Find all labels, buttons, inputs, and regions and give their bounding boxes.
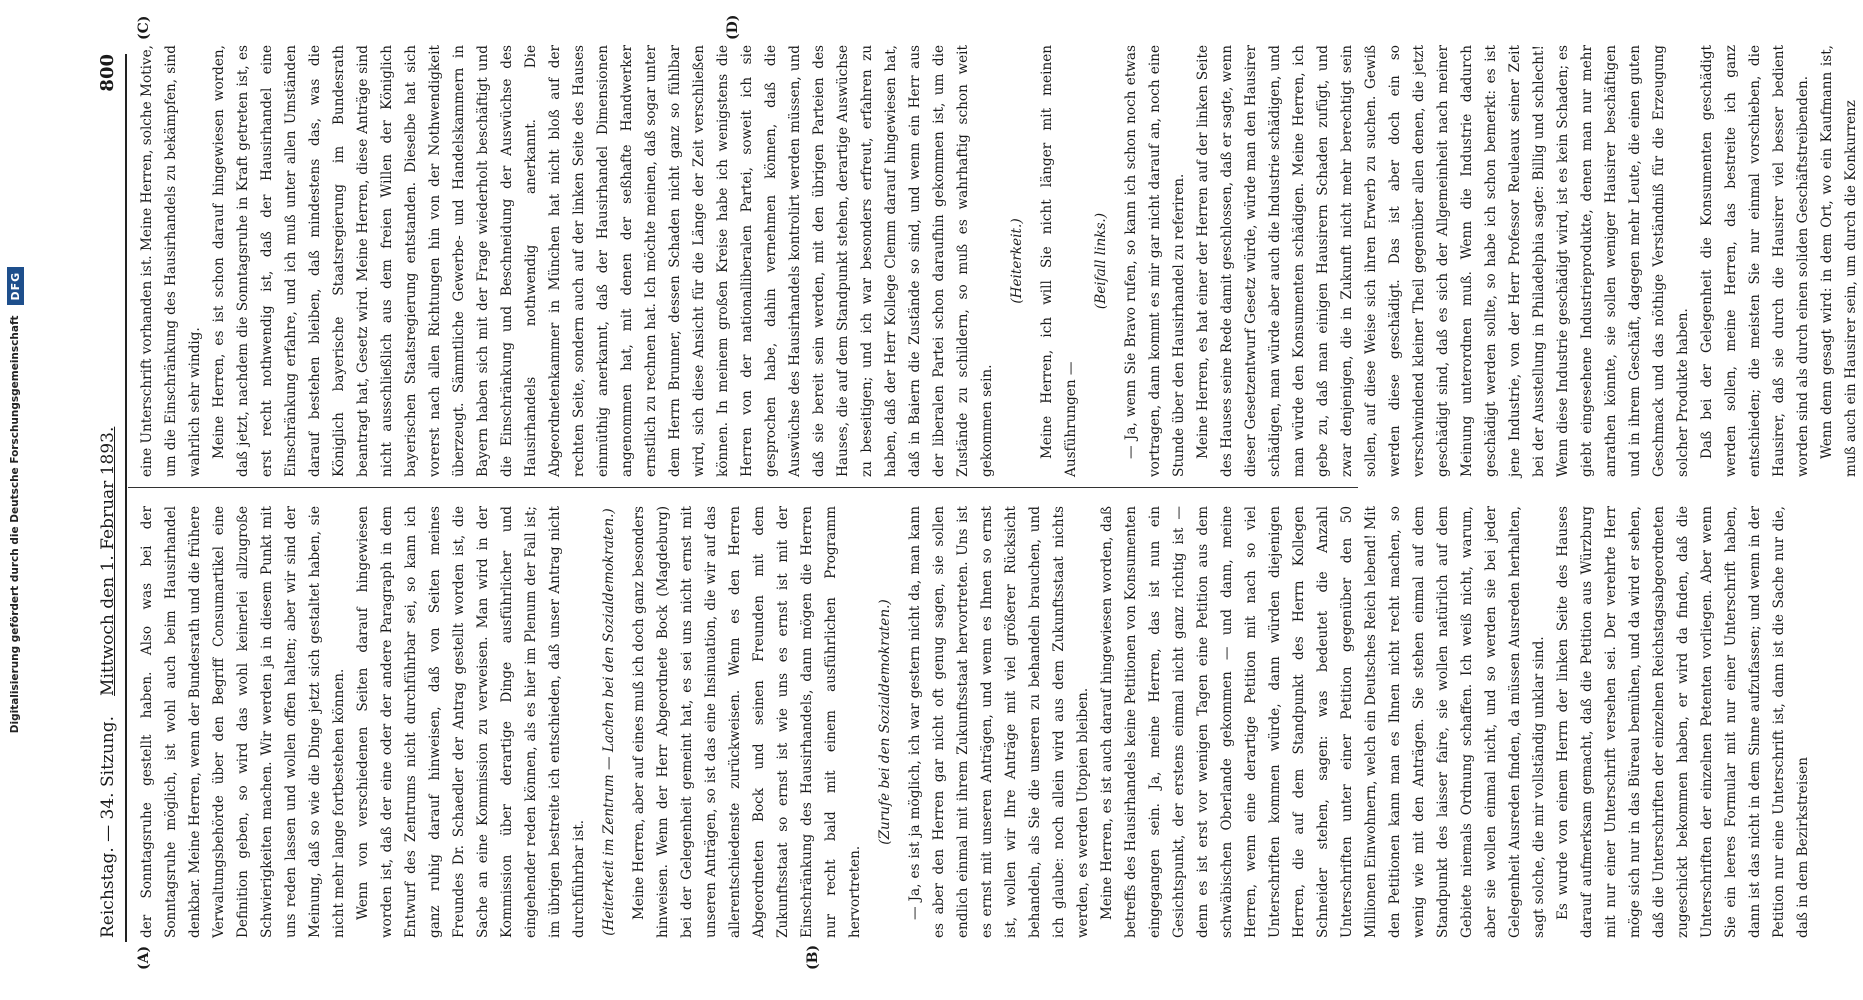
left-interjection-2: (Zurufe bei den Sozialdemokraten.) [877,599,893,845]
margin-mark-d: (D) [725,14,741,40]
left-column [135,506,1811,938]
right-paragraph-7: Wenn denn gesagt wird: in dem Ort, wo ein Kaufmann ist, muß auch ein Hausirer sein, um durch die Konkurrenz [1819,45,1859,477]
left-interjection-1: (Heiterkeit im Zentrum — Lachen bei den Sozialdemokraten.) [601,508,617,936]
header-rule [125,54,127,942]
right-paragraph-2: Meine Herren, es ist schon darauf hingewiesen worden, daß jetzt, nachdem die Sonntagsruhe in Kraft getreten ist, es erst recht nothwendig ist, daß der Hausirhandel eine Einschränkung erfahre, und ich muß unter allen Umständen darauf bestehen bleiben, daß mindestens das, was die Königlich bayerische Staatsregierung im Bundesrath beantragt hat, Gesetz wird. Meine Herren, diese Anträge sind nicht ausschließlich aus dem freien Willen der Königlich bayerischen Staatsregierung entstanden. Dieselbe hat sich vorerst nach allen Richtungen hin von der Nothwendigkeit überzeugt. Sämmtliche Gewerbe- und Handelskammern in Bayern haben sich mit der Frage wiederholt beschäftigt und die Einschränkung und Beschneidung der Auswüchse des Hausirhandels nothwendig anerkannt. Die Abgeordnetenkammer in München hat nicht bloß auf der rechten Seite, sondern auch auf der linken Seite des Hauses einmüthig anerkannt, daß der Hausirhandel Dimensionen angenommen hat, mit denen der seßhafte Handwerker ernstlich zu rechnen hat. Ich möchte meinen, daß sogar unter dem Herrn Brunner, dessen Schaden nicht ganz so fühlbar wird, sich diese Ansicht für die Länge der Zeit verschließen können. In meinem großen Kreise habe ich wenigstens die Herren von der nationalliberalen Partei, soweit ich sie gesprochen habe, dahin vernehmen können, daß die Auswüchse des Hausirhandels kontrolirt werden müssen, und daß sie bereit sein werden, mit den übrigen Parteien des Hauses, die auf dem Standpunkt stehen, derartige Auswüchse zu beseitigen; und ich war besonders erfreut, erfahren zu haben, daß der Herr Kollege Clemm darauf hingewiesen hat, daß in Baiern die Zustände so sind, und wenn ein Herr aus der liberalen Partei schon daraufhin gekommen ist, um die Zustände zu schildern, so muß es wahrhaftig schon weit gekommen sein. [211,45,995,477]
digitization-note [0,0,30,1000]
left-paragraph-3: Meine Herren, aber auf eines muß ich doch ganz besonders hinweisen. Wenn der Herr Abgeordnete Bock (Magdeburg) bei der Gelegenheit gemeint hat, es sei uns nicht ernst mit unseren Anträgen, so ist das eine Insinuation, die wir auf das allerentschiedenste zurückweisen. Wenn es den Herren Abgeordneten Bock und seinen Freunden mit dem Zukunftsstaat so ernst ist wie uns es ernst ist mit der Einschränkung des Hausirhandels, dann mögen die Herren nur recht bald mit einem ausführlichen Programm hervortreten. [631,506,863,938]
header-session: Reichstag. — 34. Sitzung. [98,715,118,938]
digitization-note-text: Digitalisierung gefördert durch die Deutsche Forschungsgemeinschaft [9,315,21,734]
left-paragraph-1: der Sonntagsruhe gestellt haben. Also was bei der Sonntagsruhe möglich, ist wohl auch beim Hausirhandel denkbar. Meine Herren, wenn der Bundesrath und die frühere Verwaltungsbehörde über den Begriff Consumartikel eine Definition geben, so wird das wohl keinerlei allzugroße Schwierigkeiten machen. Wir werden ja in diesem Punkt mit uns reden lassen und wollen offen halten; aber wir sind der Meinung, daß so wie die Dinge jetzt sich gestaltet haben, sie nicht mehr lange fortbestehen können. [139,506,347,938]
margin-mark-a: (A) [136,945,152,970]
header-date: Mittwoch den 1. Februar 1893. [98,426,118,696]
right-interjection-2: (Beifall links.) [1093,212,1109,310]
left-paragraph-2: Wenn von verschiedenen Seiten darauf hingewiesen worden ist, daß der eine oder der andere Paragraph in dem Entwurf des Zentrums nicht durchführbar sei, so kann ich ganz ruhig darauf hinweisen, daß von Seiten meines Freundes Dr. Schaedler der Antrag gestellt worden ist, die Sache an eine Kommission zu verweisen. Man wird in der Kommission über derartige Dinge ausführlicher und eingehender reden können, als es hier im Plenum der Fall ist; im übrigen bestreite ich entschieden, daß unser Antrag nicht durchführbar ist. [355,506,587,938]
margin-mark-c: (C) [136,15,152,40]
header-left [98,427,118,938]
right-interjection-1: (Heiterkeit.) [1009,218,1025,304]
left-paragraph-5: Meine Herren, es ist auch darauf hingewiesen worden, daß betreffs des Hausirhandels keine Petitionen von Konsumenten eingegangen sein. Ja, meine Herren, das ist nun ein Gesichtspunkt, der erstens einmal nicht ganz richtig ist — denn es ist erst vor wenigen Tagen eine Petition aus dem schwäbischen Oberlande gekommen — und dann, meine Herren, wenn eine derartige Petition mit nach so viel Unterschriften kommen würde, dann würden diejenigen Herren, die auf dem Standpunkt des Herrn Kollegen Schneider stehen, sagen: was bedeutet die Anzahl Unterschriften unter einer Petition gegenüber den 50 Millionen Einwohnern, welch ein Deutsches Reich lebend! Mit den Petitionen kann man es Ihnen nicht recht machen, so wenig wie mit den Anträgen. Sie stehen einmal auf dem Standpunkt des laisser faire, sie wollen natürlich auf dem Gebiete niemals Ordnung schaffen. Ich weiß nicht, warum, aber sie wollen einmal nicht, und so werden sie bei jeder Gelegenheit Ausreden finden, da müssen Ausreden herhalten, sagt solche, die mir vollständig unklar sind. [1099,506,1547,938]
right-column [135,45,1859,477]
right-paragraph-6: Daß bei der Gelegenheit die Konsumenten geschädigt werden sollen, meine Herren, das bestreite ich ganz entschieden; die meisten Sie nur einmal vorschieben, die Hausirer, daß sie durch die Hausirer viel besser bedient worden sind als durch einen soliden Geschäftstreibenden. [1699,45,1811,477]
dfg-logo: DFG [7,267,24,306]
right-paragraph-4: — Ja, wenn Sie Bravo rufen, so kann ich schon noch etwas vortragen, dann kommt es mir gar nicht darauf an, noch eine Stunde über den Hausirhandel zu referiren. [1123,45,1187,477]
left-paragraph-4: — Ja, es ist ja möglich, ich war gestern nicht da, man kann es aber den Herren gar nicht oft genug sagen, sie sollen endlich einmal mit ihrem Zukunftsstaat hervortreten. Uns ist es ernst mit unseren Anträgen, und wenn es Ihnen so ernst ist, wollen wir Ihre Anträge mit viel größerer Rücksicht behandeln, als Sie die unseren zu behandeln brauchen, und ich glaube: noch allein wird aus dem Zukunftsstaat nichts werden, es werden Utopien bleiben. [907,506,1091,938]
right-paragraph-1: eine Unterschrift vorhanden ist. Meine Herren, solche Motive, um die Einschränkung des Hausirhandels zu bekämpfen, sind wahrlich sehr windig. [139,45,203,477]
margin-mark-b: (B) [805,944,821,970]
left-paragraph-6: Es wurde von einem Herrn der linken Seite des Hauses darauf aufmerksam gemacht, daß die Petition aus Würzburg mit nur einer Unterschrift versehen sei. Der verehrte Herr möge sich nur in das Büreau bemühen, und da wird er sehen, daß die Unterschriften der einzelnen Reichstagsabgeordneten zugeschickt bekommen haben, er wird da finden, daß die Unterschriften der einzelnen Petenten vorliegen. Aber wenn Sie ein leeres Formular mit nur einer Unterschrift haben, dann ist das nicht in dem Sinne aufzufassen; und wenn in der Petition nur eine Unterschrift ist, dann ist die Sache nur die, daß in dem Bezirkstreisen [1555,506,1811,938]
right-paragraph-5: Meine Herren, es hat einer der Herren auf der linken Seite des Hauses seine Rede damit geschlossen, daß er sagte, wenn dieser Gesetzentwurf Gesetz würde, würde man den Hausirer schädigen, man würde aber auch die Industrie schädigen, und man würde den Konsumenten schädigen. Meine Herren, ich gebe zu, daß man einigen Hausirern Schaden zufügt, und zwar denjenigen, die in Zukunft nicht mehr berechtigt sein sollen, auf diese Weise sich ihren Erwerb zu suchen. Gewiß werden diese geschädigt. Das ist aber doch ein so verschwindend kleiner Theil gegenüber allen denen, die jetzt geschädigt sind, daß es sich der Allgemeinheit nach meiner Meinung unterordnen muß. Wenn die Industrie dadurch geschädigt werden sollte, so habe ich schon bemerkt: es ist jene Industrie, von der Herr Professor Reuleaux seiner Zeit bei der Ausstellung in Philadelphia sagte: Billig und schlecht! Wenn diese Industrie geschädigt wird, ist es kein Schaden; es giebt eingesehene Industrieprodukte, denen man nur mehr anrathen könnte, sie sollen weniger Hausirer beschäftigen und in ihrem Geschäft, dagegen mehr Leute, die einen guten Geschmack und das nöthige Verständniß für die Erzeugung solcher Produkte haben. [1195,45,1691,477]
page-header [68,54,118,938]
right-paragraph-3: Meine Herren, ich will Sie nicht länger mit meinen Ausführungen — [1039,45,1079,477]
page-number: 800 [97,54,118,92]
column-divider [128,487,1358,488]
